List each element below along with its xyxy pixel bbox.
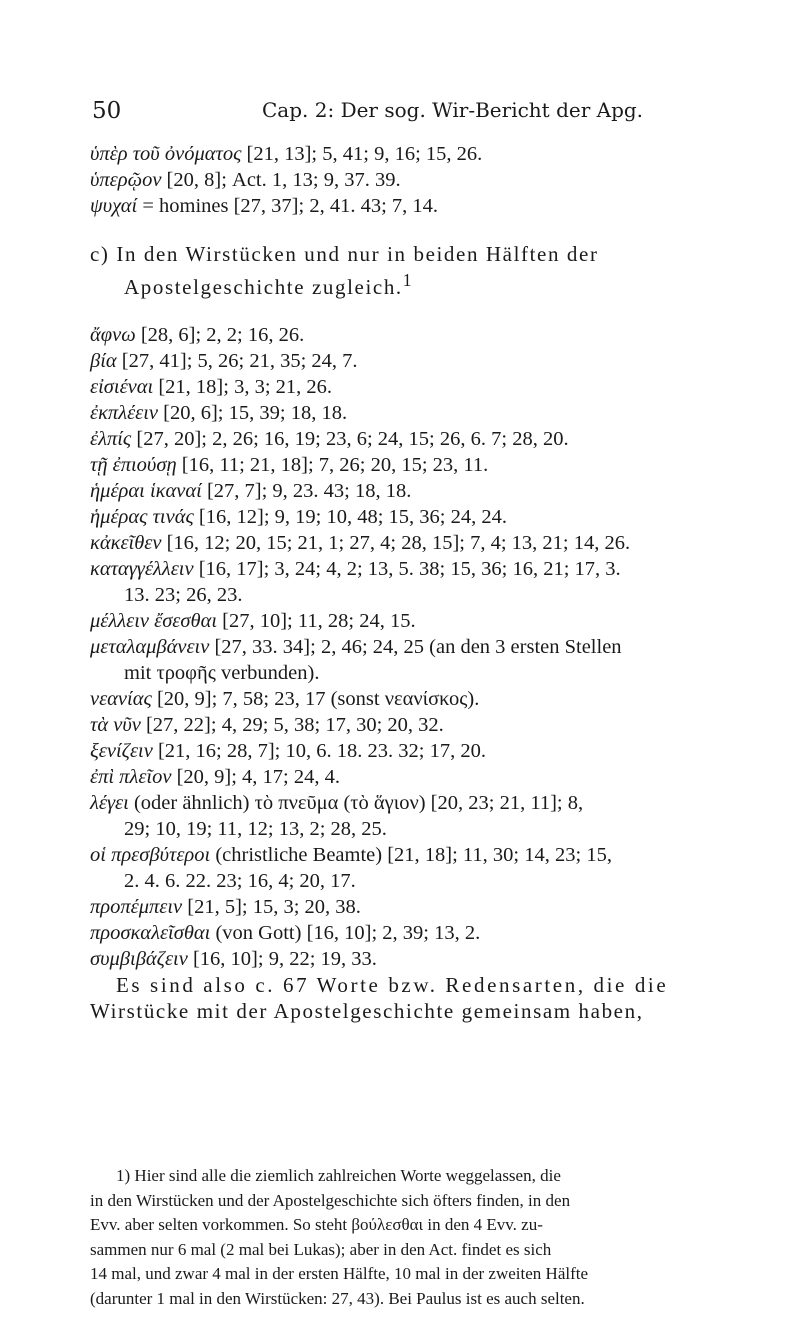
entry-symbibazein: συμβιβάζειν [16, 10]; 9, 22; 19, 33. bbox=[90, 948, 377, 970]
entry-presbyteroi-cont: 2. 4. 6. 22. 23; 16, 4; 20, 17. bbox=[124, 870, 356, 892]
section-c-heading-cont: Apostelgeschichte zugleich.$^1$ bbox=[124, 270, 414, 299]
entry-eisienai: εἰσιέναι [21, 18]; 3, 3; 21, 26. bbox=[90, 376, 333, 398]
entry-ekpleein: ἐκπλέειν [20, 6]; 15, 39; 18, 18. bbox=[90, 402, 348, 424]
summary-line-2: Wirstücke mit der Apostelgeschichte gemeinsam haben, bbox=[90, 999, 644, 1023]
entry-hemeras-tinas: ἡμέρας τινάς [16, 12]; 9, 19; 10, 48; 15, 36; 24, 24. bbox=[90, 506, 507, 528]
entry-bia: βία [27, 41]; 5, 26; 21, 35; 24, 7. bbox=[90, 350, 358, 372]
entry-aphno: ἄφνω [28, 6]; 2, 2; 16, 26. bbox=[90, 324, 305, 346]
entry-hemerai-hikanai: ἡμέραι ἱκαναί [27, 7]; 9, 23. 43; 18, 18. bbox=[90, 480, 412, 502]
summary-line-1: Es sind also c. 67 Worte bzw. Redensarten, die die bbox=[116, 973, 669, 997]
entry-katangellein-cont: 13. 23; 26, 23. bbox=[124, 584, 243, 606]
entry-te-epiouse: τῇ ἐπιούσῃ [16, 11; 21, 18]; 7, 26; 20, 15; 23, 11. bbox=[90, 454, 489, 476]
entry-mellein-esesthai: μέλλειν ἔσεσθαι [27, 10]; 11, 28; 24, 15. bbox=[90, 610, 416, 632]
entry-neanias: νεανίας [20, 9]; 7, 58; 23, 17 (sonst νεανίσκος). bbox=[90, 688, 480, 710]
entry-kakeithen: κἀκεῖθεν [16, 12; 20, 15; 21, 1; 27, 4; 28, 15]; 7, 4; 13, 21; 14, 26. bbox=[90, 532, 631, 554]
footnote-line: in den Wirstücken und der Apostelgeschichte sich öfters finden, in den bbox=[90, 1190, 571, 1210]
footnote-line: (darunter 1 mal in den Wirstücken: 27, 43). Bei Paulus ist es auch selten. bbox=[90, 1288, 585, 1308]
footnote-line: Evv. aber selten vorkommen. So steht βούλεσθαι in den 4 Evv. zu- bbox=[90, 1215, 543, 1234]
entry-hyper-tou-onomatos: ὑπὲρ τοῦ ὀνόματος [21, 13]; 5, 41; 9, 16; 15, 26. bbox=[90, 143, 483, 165]
entry-xenizein: ξενίζειν [21, 16; 28, 7]; 10, 6. 18. 23. 32; 17, 20. bbox=[90, 740, 486, 762]
footnote-line: 1) Hier sind alle die ziemlich zahlreichen Worte weggelassen, die bbox=[116, 1166, 561, 1185]
entry-epi-pleion: ἐπὶ πλεῖον [20, 9]; 4, 17; 24, 4. bbox=[90, 766, 340, 788]
footnote bbox=[90, 1164, 780, 1311]
entry-elpis: ἐλπίς [27, 20]; 2, 26; 16, 19; 23, 6; 24, 15; 26, 6. 7; 28, 20. bbox=[90, 428, 569, 450]
footnote-line: sammen nur 6 mal (2 mal bei Lukas); aber in den Act. findet es sich bbox=[90, 1239, 552, 1259]
entry-proskaleisthai: προσκαλεῖσθαι (von Gott) [16, 10]; 2, 39; 13, 2. bbox=[90, 922, 481, 944]
entry-metalambanein-cont: mit τροφῆς verbunden). bbox=[124, 662, 320, 684]
entry-hyperoon: ὑπερῷον [20, 8]; Act. 1, 13; 9, 37. 39. bbox=[90, 169, 401, 191]
entry-legei-to-pneuma: λέγει (oder ähnlich) τὸ πνεῦμα (τὸ ἅγιον) [20, 23; 21, 11]; 8, bbox=[90, 792, 584, 814]
entry-psychai: ψυχαί = homines [27, 37]; 2, 41. 43; 7, 14. bbox=[90, 195, 439, 217]
entry-presbyteroi: οἱ πρεσβύτεροι (christliche Beamte) [21, 18]; 11, 30; 14, 23; 15, bbox=[90, 844, 612, 866]
main-text bbox=[90, 141, 780, 1024]
running-head: Cap. 2: Der sog. Wir-Bericht der Apg. bbox=[262, 98, 644, 122]
entry-ta-nyn: τὰ νῦν [27, 22]; 4, 29; 5, 38; 17, 30; 20, 32. bbox=[90, 714, 444, 736]
section-c-heading: c) In den Wirstücken und nur in beiden Hälften der bbox=[90, 242, 599, 266]
page-number: 50 bbox=[92, 98, 122, 124]
entry-metalambanein: μεταλαμβάνειν [27, 33. 34]; 2, 46; 24, 25 (an den 3 ersten Stellen bbox=[90, 636, 622, 658]
page-header bbox=[92, 98, 760, 128]
entry-propempein: προπέμπειν [21, 5]; 15, 3; 20, 38. bbox=[90, 896, 361, 918]
footnote-reference: 1 bbox=[402, 270, 414, 290]
footnote-line: 14 mal, und zwar 4 mal in der ersten Hälfte, 10 mal in der zweiten Hälfte bbox=[90, 1264, 589, 1283]
entry-legei-cont: 29; 10, 19; 11, 12; 13, 2; 28, 25. bbox=[124, 818, 387, 840]
entry-katangellein: καταγγέλλειν [16, 17]; 3, 24; 4, 2; 13, 5. 38; 15, 36; 16, 21; 17, 3. bbox=[90, 558, 621, 580]
